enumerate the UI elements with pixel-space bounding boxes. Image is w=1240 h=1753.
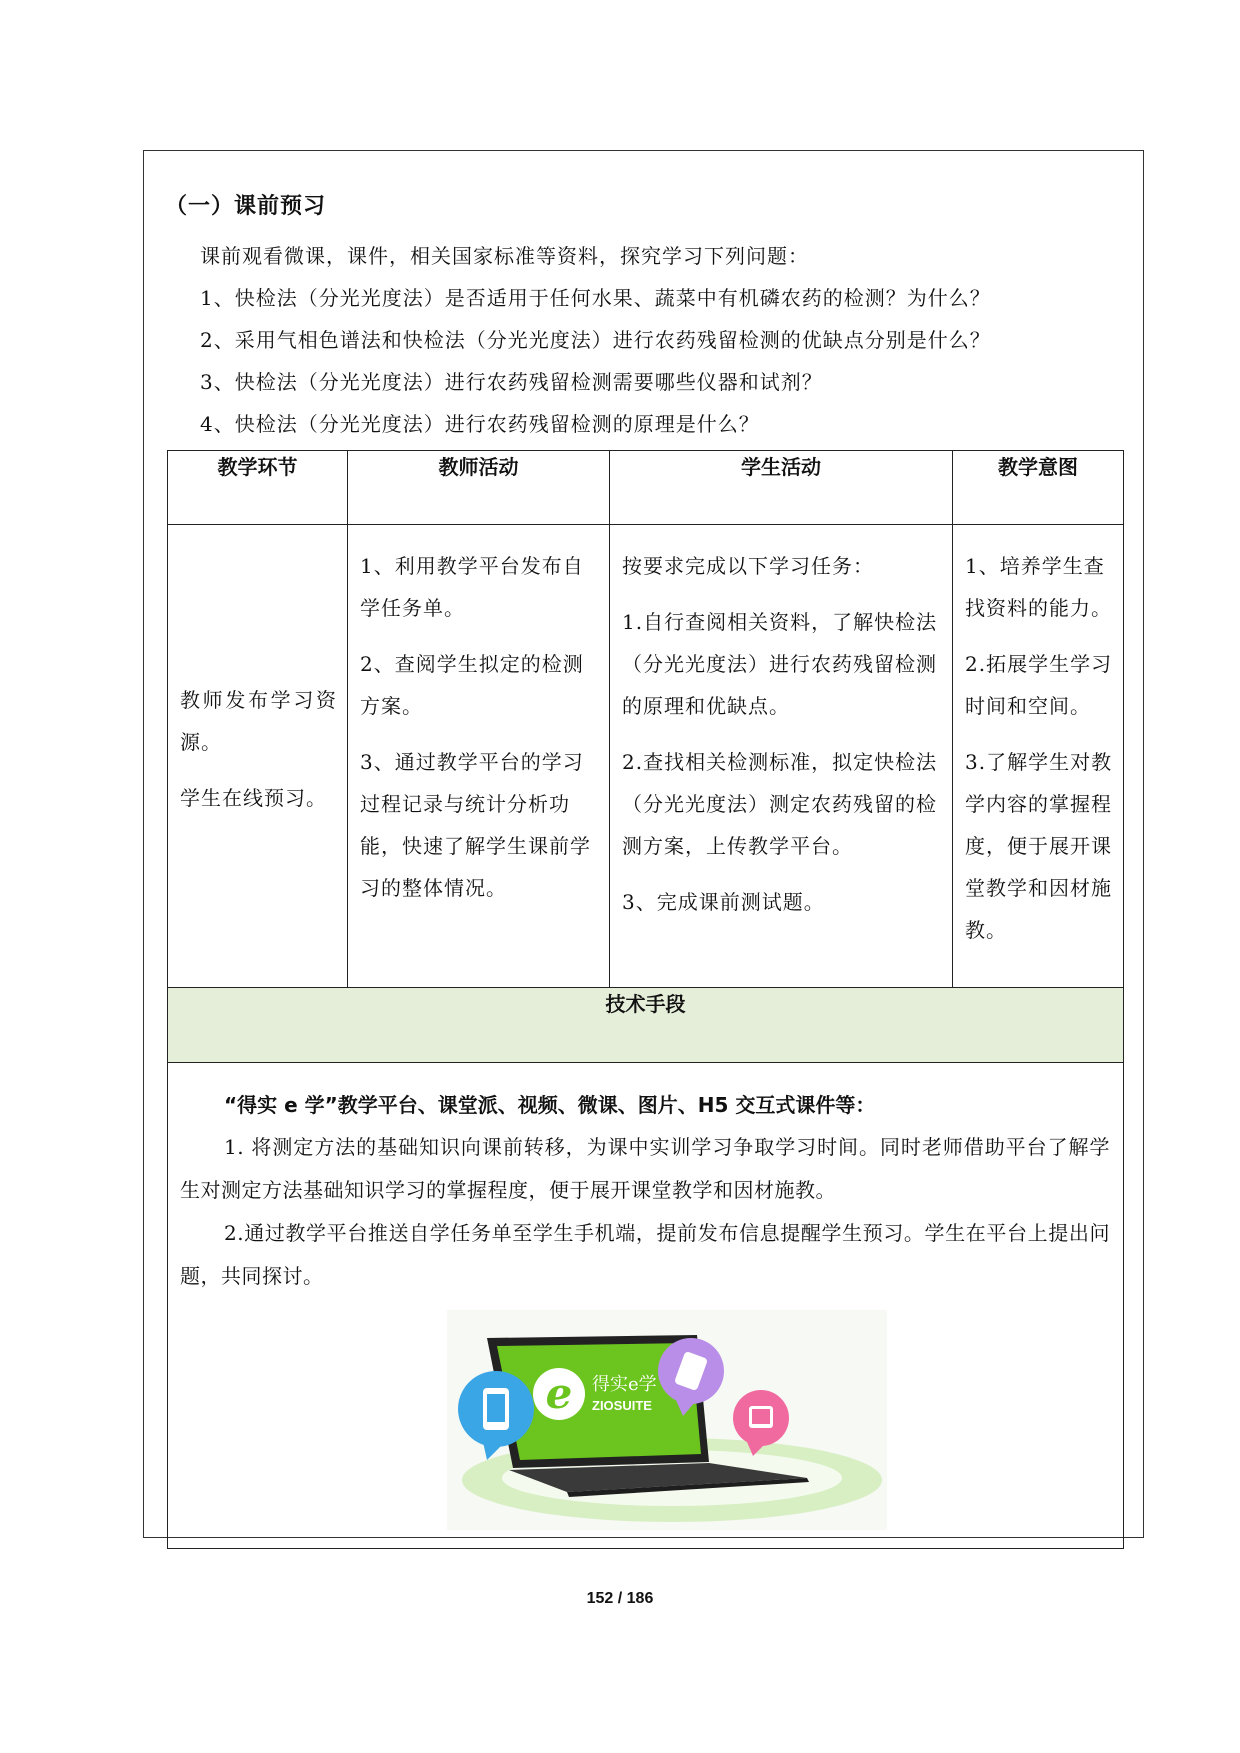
teacher-cell bbox=[348, 525, 610, 988]
stage-text-2: 学生在线预习。 bbox=[180, 786, 327, 810]
intent-cell bbox=[953, 525, 1124, 988]
lesson-table bbox=[167, 450, 1124, 1549]
tech-body-row bbox=[168, 1063, 1124, 1549]
intent-2: 2.拓展学生学习时间和空间。 bbox=[965, 652, 1113, 718]
student-cell bbox=[610, 525, 953, 988]
table-header-row bbox=[168, 451, 1124, 525]
teacher-activity-2: 2、查阅学生拟定的检测方案。 bbox=[360, 652, 584, 718]
stage-cell bbox=[168, 525, 348, 988]
tech-paragraph-2: 2.通过教学平台推送自学任务单至学生手机端，提前发布信息提醒学生预习。学生在平台上提出问题，共同探讨。 bbox=[180, 1221, 1110, 1288]
student-activity-3: 3、完成课前测试题。 bbox=[622, 890, 825, 914]
logo-text: 得实e学 bbox=[592, 1374, 657, 1395]
student-activity-intro: 按要求完成以下学习任务： bbox=[622, 554, 874, 578]
tech-paragraph-1: 1. 将测定方法的基础知识向课前转移，为课中实训学习争取学习时间。同时老师借助平台了解学生对测定方法基础知识学习的掌握程度，便于展开课堂教学和因材施教。 bbox=[180, 1135, 1110, 1202]
header-student: 学生活动 bbox=[610, 451, 953, 525]
tech-header: 技术手段 bbox=[168, 988, 1124, 1063]
preview-question-1: 1、快检法（分光光度法）是否适用于任何水果、蔬菜中有机磷农药的检测？为什么？ bbox=[200, 286, 991, 310]
student-activity-1: 1.自行查阅相关资料，了解快检法（分光光度法）进行农药残留检测的原理和优缺点。 bbox=[622, 610, 938, 718]
tech-lead: “得实 e 学”教学平台、课堂派、视频、微课、图片、H5 交互式课件等： bbox=[224, 1093, 876, 1117]
intent-1: 1、培养学生查找资料的能力。 bbox=[965, 554, 1112, 620]
logo-subtext: ZIOSUITE bbox=[592, 1398, 652, 1413]
tech-body bbox=[168, 1063, 1124, 1549]
teacher-activity-1: 1、利用教学平台发布自学任务单。 bbox=[360, 554, 584, 620]
header-intent: 教学意图 bbox=[953, 451, 1124, 525]
header-teacher: 教师活动 bbox=[348, 451, 610, 525]
platform-illustration bbox=[447, 1310, 887, 1530]
logo-letter: e bbox=[545, 1369, 573, 1418]
teacher-activity-3: 3、通过教学平台的学习过程记录与统计分析功能，快速了解学生课前学习的整体情况。 bbox=[360, 750, 591, 900]
header-stage: 教学环节 bbox=[168, 451, 348, 525]
page-number: 152 / 186 bbox=[586, 1590, 654, 1607]
tech-header-row bbox=[168, 988, 1124, 1063]
student-activity-2: 2.查找相关检测标准，拟定快检法（分光光度法）测定农药残留的检测方案，上传教学平台。 bbox=[622, 750, 938, 858]
preview-intro: 课前观看微课，课件，相关国家标准等资料，探究学习下列问题： bbox=[200, 244, 809, 268]
table-row bbox=[168, 525, 1124, 988]
stage-text-1: 教师发布学习资源。 bbox=[180, 688, 337, 754]
preview-question-3: 3、快检法（分光光度法）进行农药残留检测需要哪些仪器和试剂？ bbox=[200, 370, 823, 394]
intent-3: 3.了解学生对教学内容的掌握程度，便于展开课堂教学和因材施教。 bbox=[965, 750, 1113, 942]
preview-question-4: 4、快检法（分光光度法）进行农药残留检测的原理是什么？ bbox=[200, 412, 760, 436]
section-title: （一）课前预习 bbox=[165, 194, 327, 219]
preview-question-2: 2、采用气相色谱法和快检法（分光光度法）进行农药残留检测的优缺点分别是什么？ bbox=[200, 328, 991, 352]
